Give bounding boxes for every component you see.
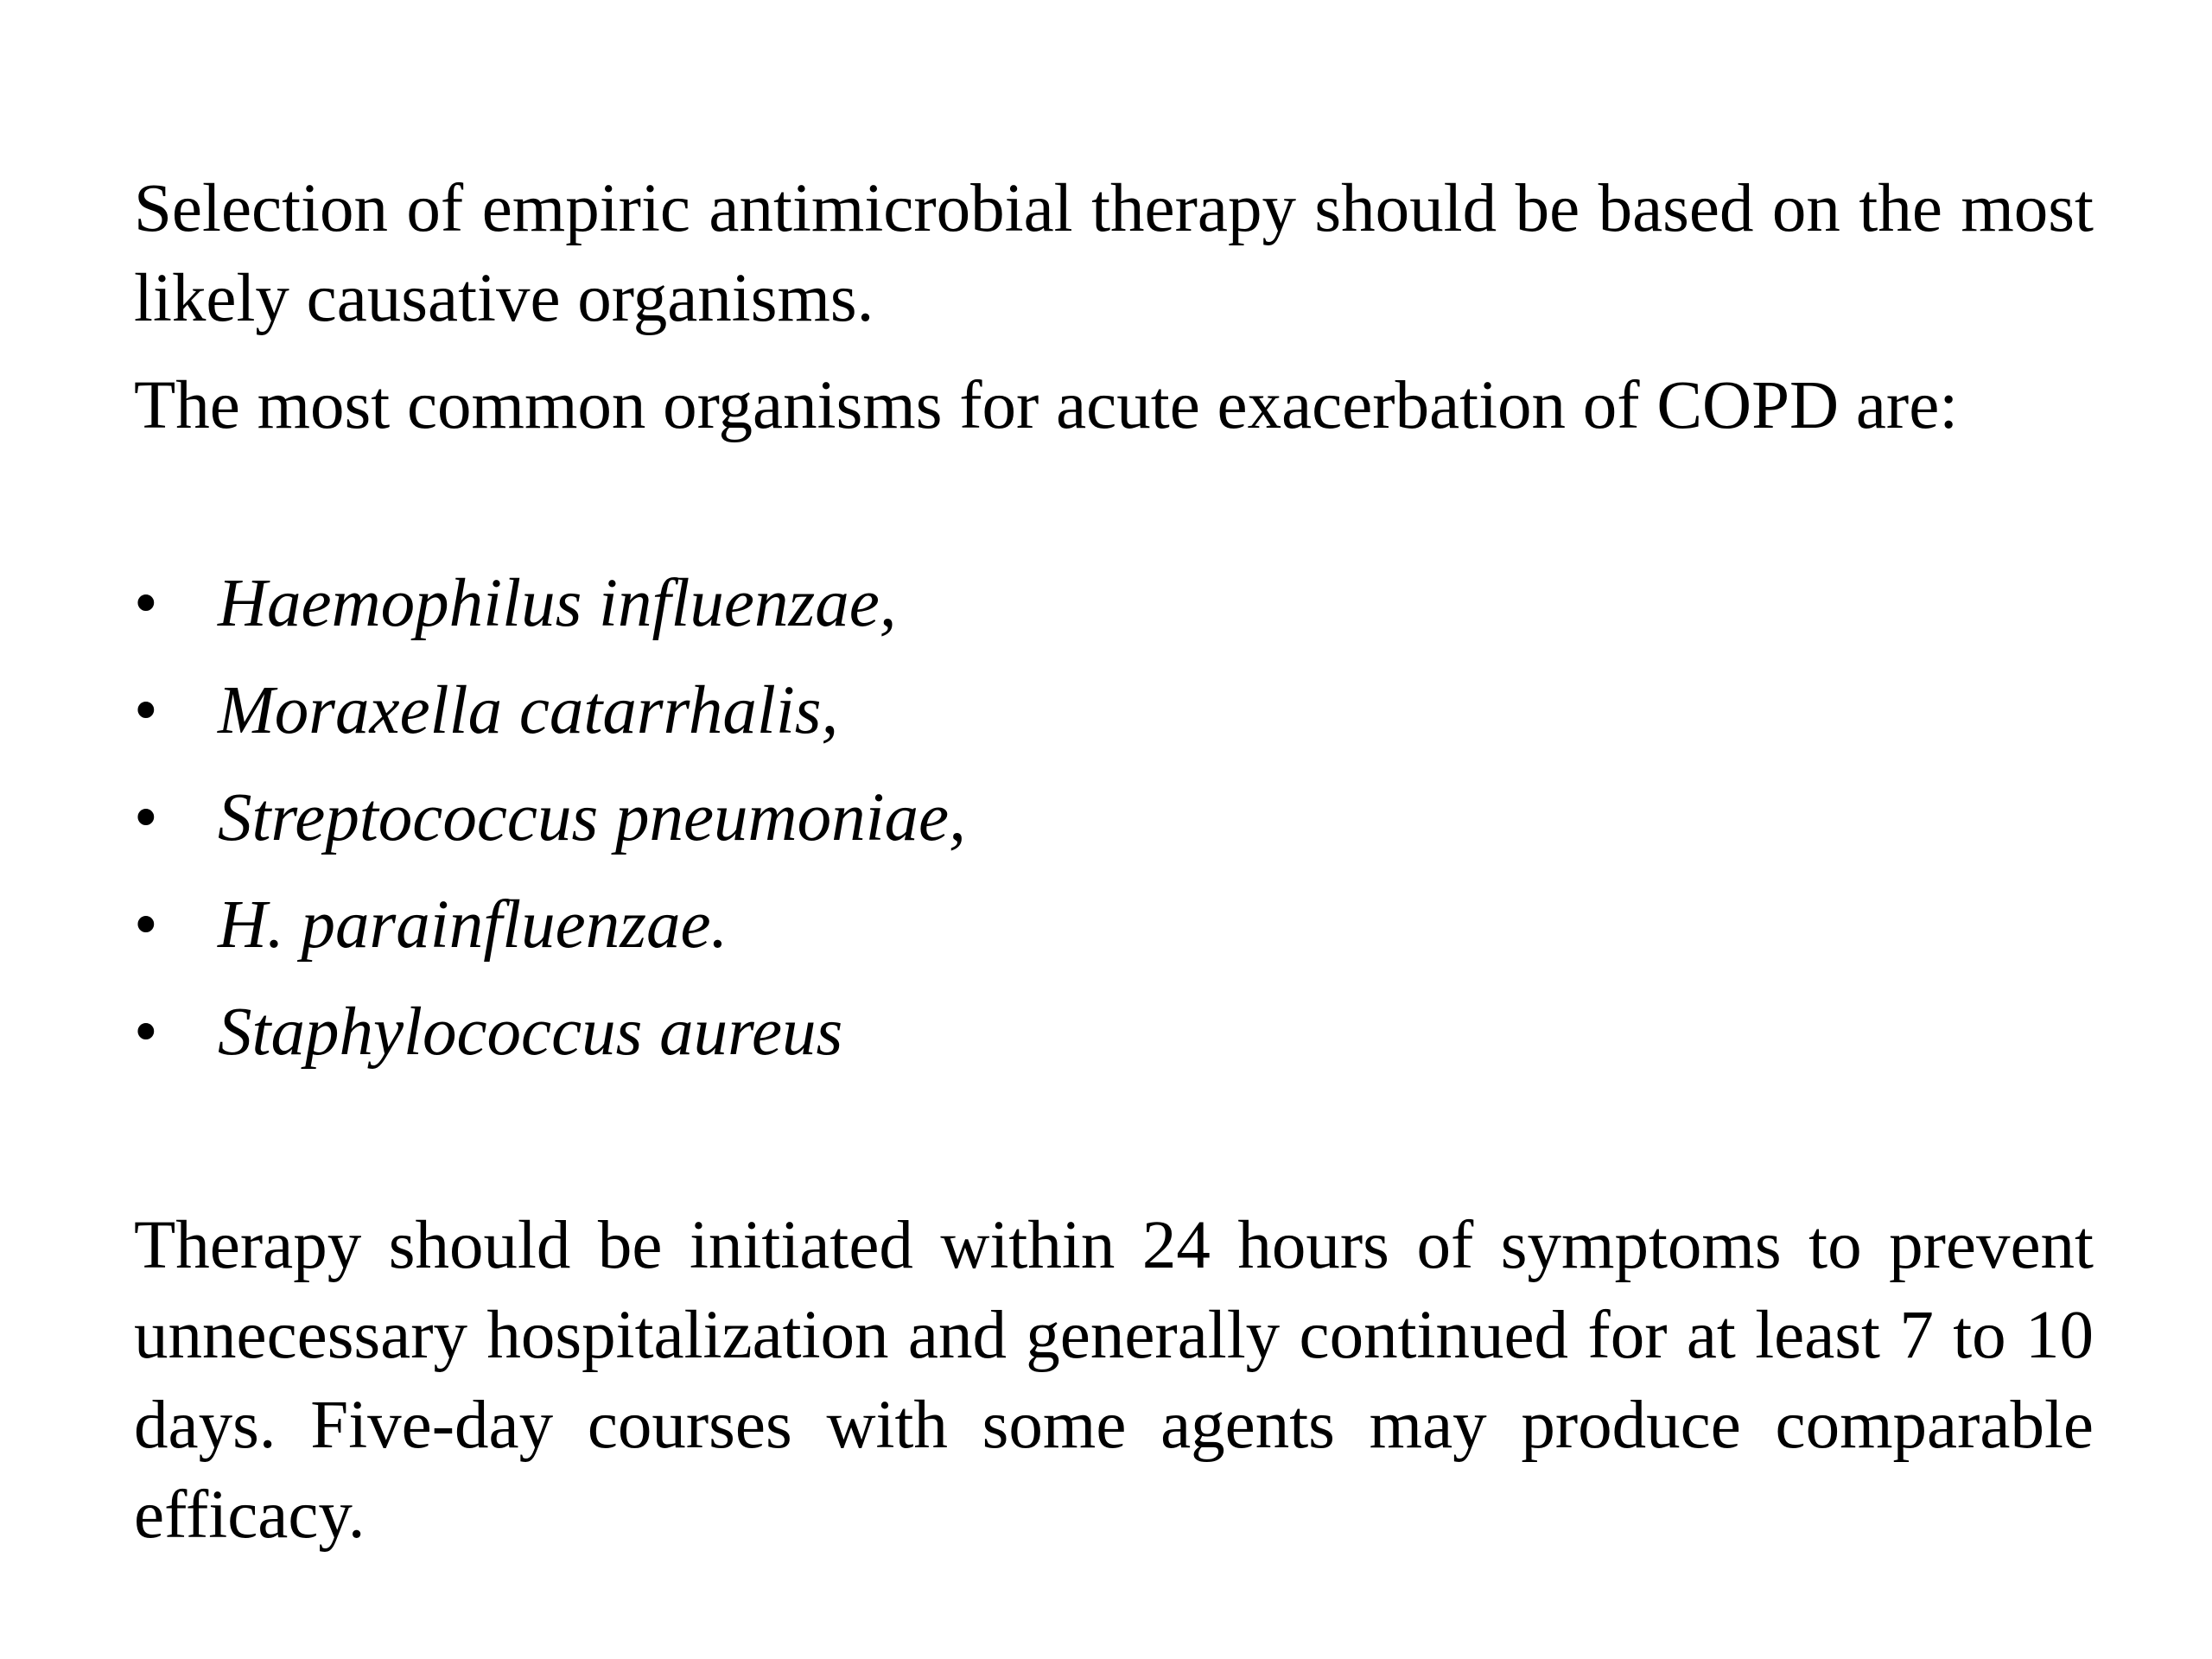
list-item: [134, 559, 2094, 666]
organism-name: Staphylococcus aureus: [218, 995, 843, 1070]
list-item: [134, 773, 2094, 880]
organism-name: Moraxella catarrhalis,: [218, 673, 839, 748]
intro-paragraph: Selection of empiric antimicrobial therapy should be based on the most likely causative organisms.: [134, 171, 2094, 336]
organism-name: Haemophilus influenzae,: [218, 566, 897, 641]
bullet-icon: •: [134, 566, 158, 641]
list-item: [134, 880, 2094, 988]
therapy-paragraph: Therapy should be initiated within 24 hours of symptoms to prevent unnecessary hospitalization and generally continued for at least 7 to 10 days. Five-day courses with some agents may produce comparable efficacy.: [134, 1208, 2094, 1553]
organism-list: [134, 559, 2094, 1095]
common-organisms-paragraph: The most common organisms for acute exacerbation of COPD are:: [134, 368, 1959, 443]
bullet-icon: •: [134, 673, 158, 748]
bullet-icon: •: [134, 887, 158, 963]
list-item: [134, 666, 2094, 773]
organism-name: H. parainfluenzae.: [218, 887, 728, 963]
list-item: [134, 988, 2094, 1095]
bullet-icon: •: [134, 995, 158, 1070]
organism-name: Streptococcus pneumoniae,: [218, 780, 966, 855]
bullet-icon: •: [134, 780, 158, 855]
